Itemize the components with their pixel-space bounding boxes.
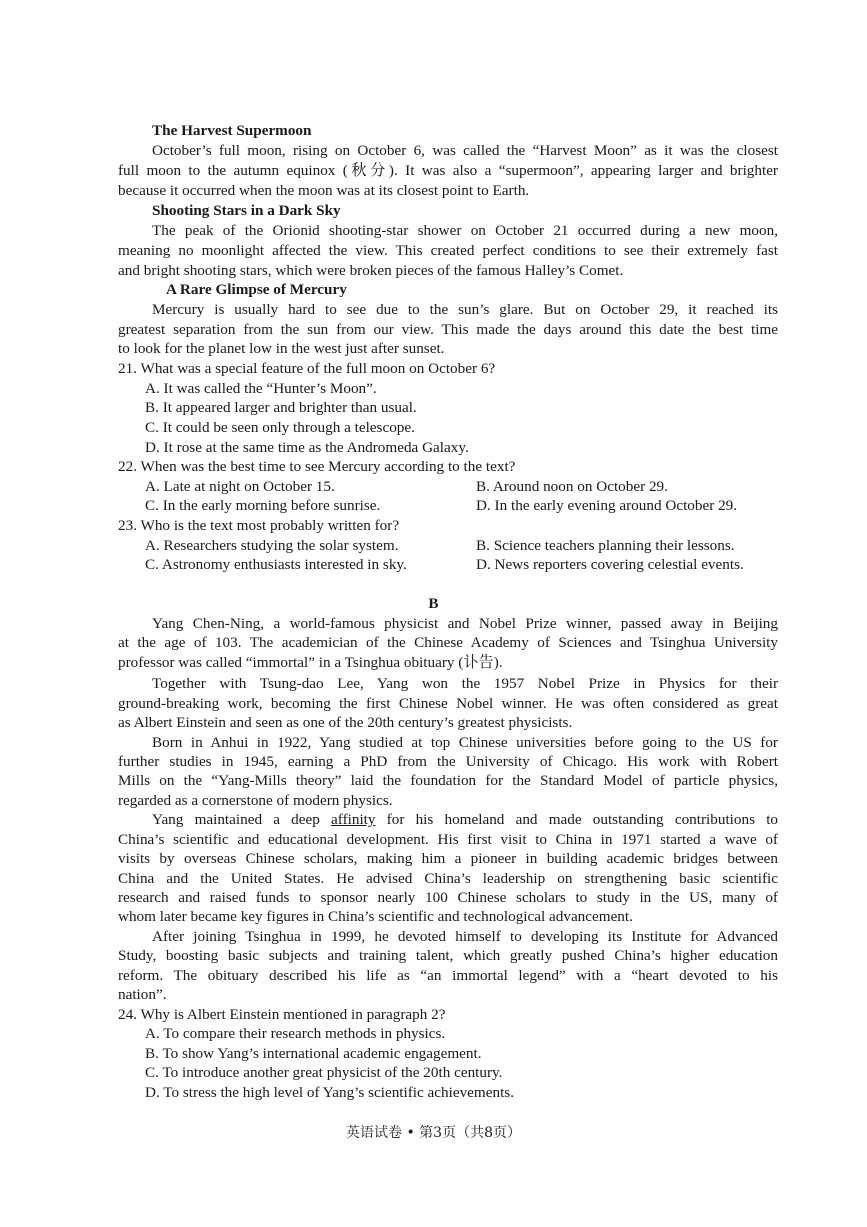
question-24-stem: 24. Why is Albert Einstein mentioned in paragraph 2? — [118, 1006, 446, 1023]
underlined-word-affinity: affinity — [331, 811, 376, 828]
text-line: greatest separation from the sun from our view. This made the days around this date the best time — [118, 321, 778, 338]
text-line: at the age of 103. The academician of the Chinese Academy of Sciences and Tsinghua University — [118, 634, 778, 651]
text-line: full moon to the autumn equinox (秋分). It was also a “supermoon”, appearing larger and brighter — [118, 162, 778, 179]
text-line: Yang Chen-Ning, a world-famous physicist and Nobel Prize winner, passed away in Beijing — [152, 615, 778, 632]
text-line: Born in Anhui in 1922, Yang studied at top Chinese universities before going to the US for — [152, 734, 778, 751]
option-23c: C. Astronomy enthusiasts interested in sky. — [145, 556, 407, 573]
heading-shooting-stars: Shooting Stars in a Dark Sky — [152, 202, 341, 219]
page-footer: 英语试卷 • 第3页（共8页） — [346, 1125, 521, 1141]
option-21a: A. It was called the “Hunter’s Moon”. — [145, 380, 377, 397]
text-line: meaning no moonlight affected the view. This created perfect conditions to see their extremely fast — [118, 242, 778, 259]
text-span: for his homeland and made outstanding contributions to — [375, 811, 779, 828]
text-line: Study, boosting basic subjects and training talent, which greatly pushed China’s higher education — [118, 947, 778, 964]
heading-mercury: A Rare Glimpse of Mercury — [166, 281, 347, 298]
text-line: October’s full moon, rising on October 6, was called the “Harvest Moon” as it was the closest — [152, 142, 778, 159]
text-line: professor was called “immortal” in a Tsinghua obituary (讣告). — [118, 654, 503, 671]
heading-harvest-supermoon: The Harvest Supermoon — [152, 122, 312, 139]
option-23b: B. Science teachers planning their lessons. — [476, 537, 735, 554]
question-23-stem: 23. Who is the text most probably written for? — [118, 517, 400, 534]
option-24a: A. To compare their research methods in physics. — [145, 1025, 446, 1042]
option-21c: C. It could be seen only through a telescope. — [145, 419, 415, 436]
text-span: Yang maintained a deep — [152, 811, 332, 828]
text-line: The peak of the Orionid shooting-star shower on October 21 occurred during a new moon, — [152, 222, 778, 239]
option-21b: B. It appeared larger and brighter than usual. — [145, 399, 417, 416]
option-23d: D. News reporters covering celestial events. — [476, 556, 744, 573]
text-line: as Albert Einstein and seen as one of the 20th century’s greatest physicists. — [118, 714, 573, 731]
option-24b: B. To show Yang’s international academic engagement. — [145, 1045, 482, 1062]
option-23a: A. Researchers studying the solar system. — [145, 537, 399, 554]
text-line: nation”. — [118, 986, 167, 1003]
option-21d: D. It rose at the same time as the Andromeda Galaxy. — [145, 439, 469, 456]
text-line: research and raised funds to sponsor nearly 100 Chinese scholars to study in the US, many of — [118, 889, 778, 906]
text-line: reform. The obituary described his life as “an immortal legend” with a “heart devoted to his — [118, 967, 778, 984]
text-line: After joining Tsinghua in 1999, he devoted himself to developing its Institute for Advanced — [152, 928, 778, 945]
section-b-label: B — [428, 595, 439, 612]
text-line: to look for the planet low in the west just after sunset. — [118, 340, 445, 357]
question-22-stem: 22. When was the best time to see Mercury according to the text? — [118, 458, 516, 475]
question-21-stem: 21. What was a special feature of the full moon on October 6? — [118, 360, 496, 377]
option-24d: D. To stress the high level of Yang’s scientific achievements. — [145, 1084, 514, 1101]
text-line: ground-breaking work, becoming the first Chinese Nobel winner. He was often considered as great — [118, 695, 778, 712]
text-line: Together with Tsung-dao Lee, Yang won the 1957 Nobel Prize in Physics for their — [152, 675, 778, 692]
text-line: regarded as a cornerstone of modern physics. — [118, 792, 393, 809]
option-22b: B. Around noon on October 29. — [476, 478, 668, 495]
text-line: China and the United States. He advised China’s leadership on strengthening basic scientific — [118, 870, 778, 887]
text-line: whom later became key figures in China’s scientific and technological advancement. — [118, 908, 633, 925]
text-line: Mills on the “Yang-Mills theory” laid the foundation for the Standard Model of particle physics, — [118, 772, 778, 789]
option-22d: D. In the early evening around October 29. — [476, 497, 738, 514]
text-line: Mercury is usually hard to see due to the sun’s glare. But on October 29, it reached its — [152, 301, 778, 318]
option-22a: A. Late at night on October 15. — [145, 478, 335, 495]
option-22c: C. In the early morning before sunrise. — [145, 497, 381, 514]
text-line: because it occurred when the moon was at its closest point to Earth. — [118, 182, 530, 199]
text-line: visits by overseas Chinese scholars, making him a pioneer in building academic bridges between — [118, 850, 778, 867]
option-24c: C. To introduce another great physicist of the 20th century. — [145, 1064, 503, 1081]
text-line: and bright shooting stars, which were broken pieces of the famous Halley’s Comet. — [118, 262, 624, 279]
text-line-affinity — [152, 810, 778, 830]
text-line: China’s scientific and educational development. His first visit to China in 1971 started a wave of — [118, 831, 778, 848]
text-line: further studies in 1945, earning a PhD from the University of Chicago. His work with Robert — [118, 753, 778, 770]
